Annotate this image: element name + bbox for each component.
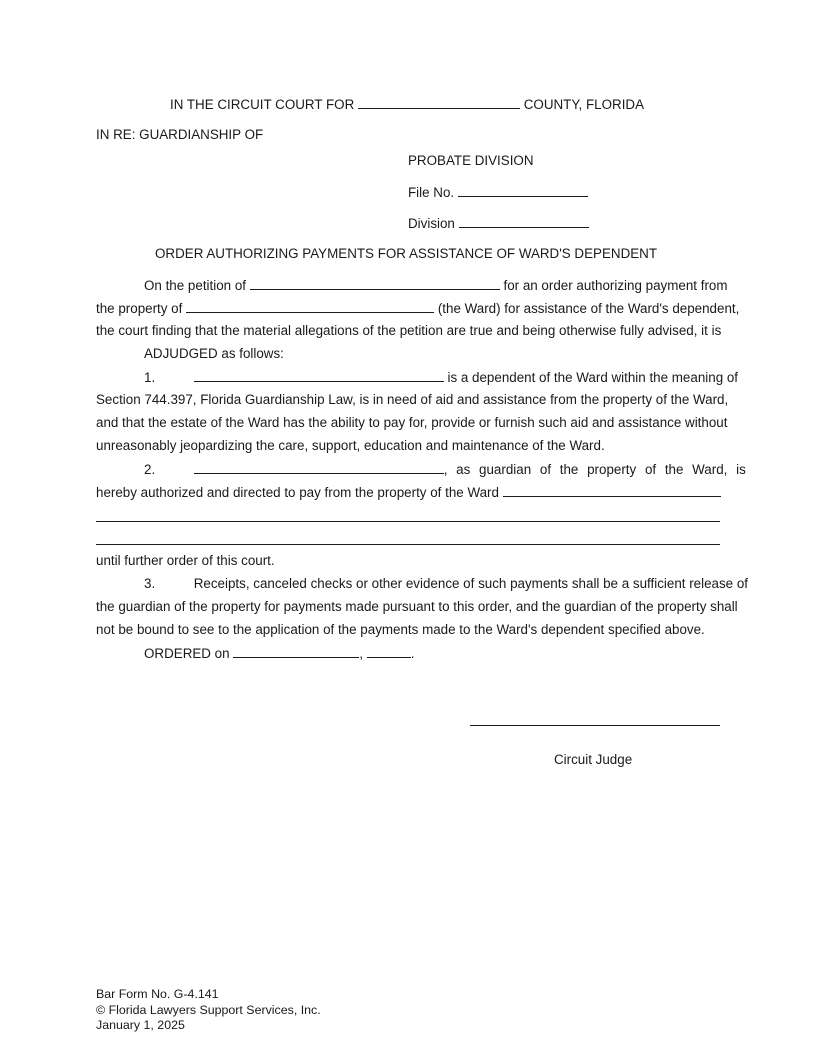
petition-of-label: On the petition of (144, 278, 246, 293)
circuit-judge-label: Circuit Judge (554, 752, 633, 767)
para1-line-4: unreasonably jeopardizing the care, support, education and maintenance of the Ward. (96, 438, 605, 453)
copyright-notice: © Florida Lawyers Support Services, Inc. (96, 1002, 321, 1017)
intro-line-3: the court finding that the material allegations of the petition are true and being otherwise fully advised, it is (96, 323, 722, 338)
ward-dependent-text: (the Ward) for assistance of the Ward's dependent, (437, 301, 740, 316)
petitioner-blank[interactable] (250, 277, 500, 290)
signature-line[interactable] (470, 725, 720, 726)
para1-line-2: Section 744.397, Florida Guardianship Law, is in need of aid and assistance from the property of the Ward, (96, 392, 729, 407)
intro-line-4: ADJUDGED as follows: (144, 346, 284, 361)
para2-line-1 (144, 461, 746, 477)
county-blank[interactable] (358, 96, 520, 109)
file-no-label: File No. (408, 185, 455, 200)
ordered-date-blank[interactable] (233, 645, 359, 658)
intro-line-2 (96, 300, 739, 316)
para2-line-2 (96, 484, 721, 500)
ordered-year-blank[interactable] (367, 645, 411, 658)
intro-line-1 (144, 277, 728, 293)
property-of-label: the property of (96, 301, 183, 316)
para3-line-1 (144, 576, 748, 591)
ordered-label: ORDERED on (144, 646, 230, 661)
division-line (408, 215, 589, 231)
order-authorizing-text: for an order authorizing payment from (503, 278, 728, 293)
para2-authorized-text: hereby authorized and directed to pay from the property of the Ward (96, 485, 499, 500)
court-heading (170, 96, 644, 112)
ward-name-blank[interactable] (186, 300, 434, 313)
probate-division: PROBATE DIVISION (408, 153, 534, 168)
payment-details-line-2[interactable] (96, 521, 720, 522)
payment-details-line-3[interactable] (96, 544, 720, 545)
payment-details-blank[interactable] (503, 484, 721, 497)
document-title: ORDER AUTHORIZING PAYMENTS FOR ASSISTANCE OF WARD'S DEPENDENT (155, 246, 658, 261)
para2-number: 2. (144, 462, 156, 477)
para1-dependent-text: is a dependent of the Ward within the meaning of (447, 370, 739, 385)
ordered-line (144, 645, 415, 661)
para1-number: 1. (144, 370, 156, 385)
dependent-name-blank[interactable] (194, 369, 444, 382)
court-suffix: COUNTY, FLORIDA (523, 97, 645, 112)
court-prefix: IN THE CIRCUIT COURT FOR (170, 97, 355, 112)
in-re-label: IN RE: GUARDIANSHIP OF (96, 127, 264, 142)
division-blank[interactable] (459, 215, 589, 228)
para3-line-2: the guardian of the property for payments made pursuant to this order, and the guardian of the property shall (96, 599, 738, 614)
bar-form-number: Bar Form No. G-4.141 (96, 987, 219, 1001)
para1-line-3: and that the estate of the Ward has the ability to pay for, provide or furnish such aid and assistance without (96, 415, 728, 430)
para3-number: 3. (144, 576, 156, 591)
file-no-line (408, 184, 588, 200)
guardian-name-blank[interactable] (194, 461, 444, 474)
para3-receipts-text: Receipts, canceled checks or other evidence of such payments shall be a sufficient release of (193, 576, 749, 591)
para2-line-5: until further order of this court. (96, 553, 275, 568)
para2-guardian-text: , as guardian of the property of the Ward, is (443, 462, 746, 477)
para3-line-3: not be bound to see to the application of the payments made to the Ward's dependent specified above. (96, 622, 705, 637)
para1-line-1 (144, 369, 738, 385)
division-label: Division (408, 216, 455, 231)
footer (96, 987, 321, 1034)
in-re-line (96, 127, 263, 142)
file-no-blank[interactable] (458, 184, 588, 197)
ordered-comma: , (359, 646, 364, 661)
ordered-period: . (410, 646, 415, 661)
form-date: January 1, 2025 (96, 1018, 185, 1032)
